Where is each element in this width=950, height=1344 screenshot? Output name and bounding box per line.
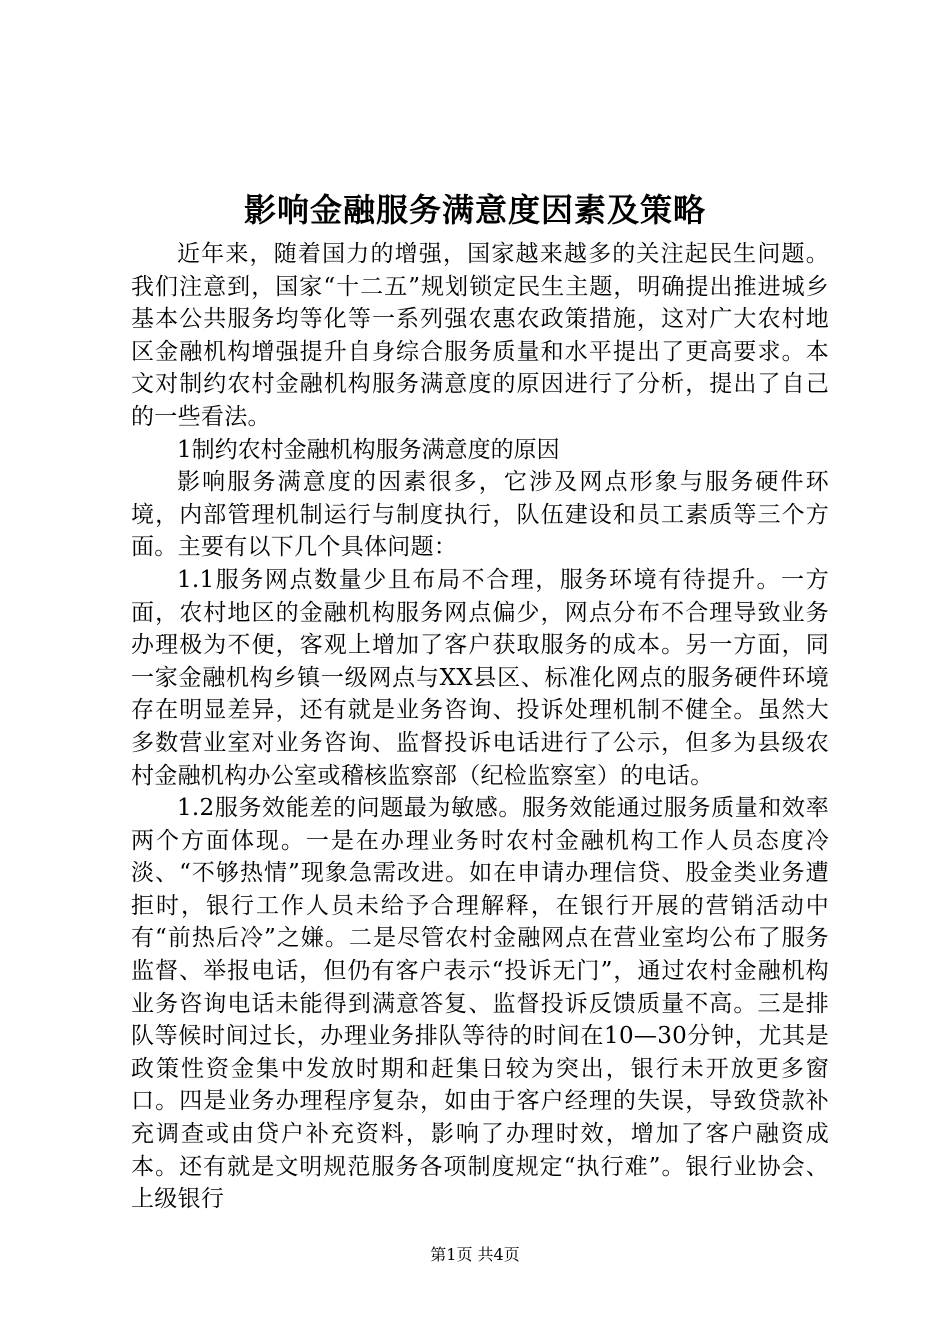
document-title: 影响金融服务满意度因素及策略 [243,191,706,229]
paragraph-1-2: 1.2服务效能差的问题最为敏感。服务效能通过服务质量和效率两个方面体现。一是在办理业务时农村金融机构工作人员态度冷淡、“不够热情”现象急需改进。如在申请办理信贷、股金类业务遭拒时，银行工作人员未给予合理解释，在银行开展的营销活动中有“前热后冷”之嫌。二是尽管农村金融网点在营业室均公布了服务监督、举报电话，但仍有客户表示“投诉无门”，通过农村金融机构业务咨询电话未能得到满意答复、监督投诉反馈质量不高。三是排队等候时间过长，办理业务排队等待的时间在10—30分钟，尤其是政策性资金集中发放时期和赶集日较为突出，银行未开放更多窗口。四是业务办理程序复杂，如由于客户经理的失误，导致贷款补充调查或由贷户补充资料，影响了办理时效，增加了客户融资成本。还有就是文明规范服务各项制度规定“执行难”。银行业协会、上级银行 [131,795,829,1213]
paragraph-1-1: 1.1服务网点数量少且布局不合理，服务环境有待提升。一方面，农村地区的金融机构服务网点偏少，网点分布不合理导致业务办理极为不便，客观上增加了客户获取服务的成本。另一方面，同一家金融机构乡镇一级网点与XX县区、标准化网点的服务硬件环境存在明显差异，还有就是业务咨询、投诉处理机制不健全。虽然大多数营业室对业务咨询、监督投诉电话进行了公示，但多为县级农村金融机构办公室或稽核监察部（纪检监察室）的电话。 [131,566,829,789]
paragraph-factors: 影响服务满意度的因素很多，它涉及网点形象与服务硬件环境，内部管理机制运行与制度执行，队伍建设和员工素质等三个方面。主要有以下几个具体问题： [131,469,829,561]
document-body [131,238,829,1216]
page-footer: 第1页 共4页 [430,1245,520,1264]
paragraph-intro: 近年来，随着国力的增强，国家越来越多的关注起民生问题。我们注意到，国家“十二五”规划锁定民生主题，明确提出推进城乡基本公共服务均等化等一系列强农惠农政策措施，这对广大农村地区金融机构增强提升自身综合服务质量和水平提出了更高要求。本文对制约农村金融机构服务满意度的原因进行了分析，提出了自己的一些看法。 [131,241,829,430]
section-heading-1: 1制约农村金融机构服务满意度的原因 [177,436,560,463]
